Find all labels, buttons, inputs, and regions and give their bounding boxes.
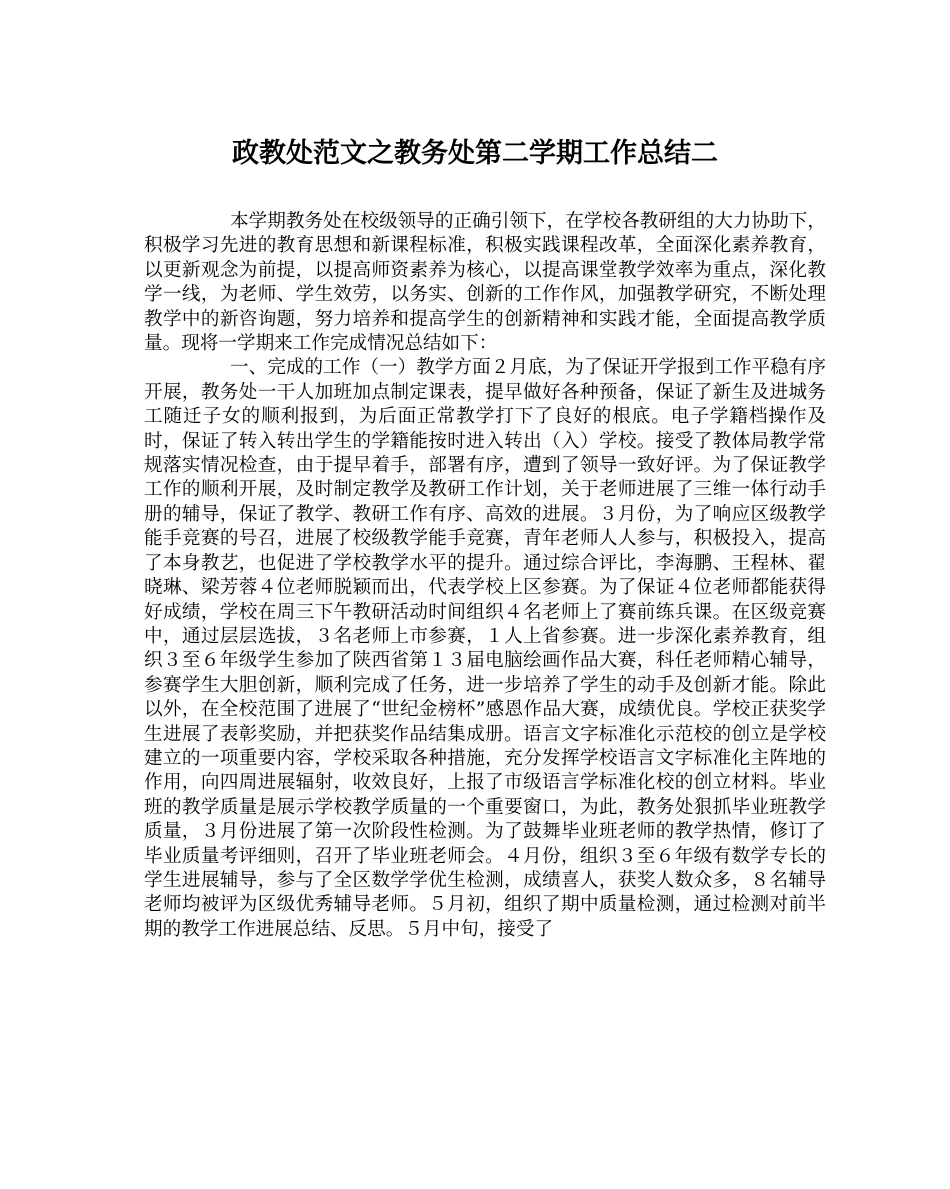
document-body [144, 210, 826, 942]
paragraph-intro: 本学期教务处在校级领导的正确引领下，在学校各教研组的大力协助下，积极学习先进的教育思想和新课程标准，积极实践课程改革，全面深化素养教育，以更新观念为前提，以提高师资素养为核心，以提高课堂教学效率为重点，深化教学一线，为老师、学生效劳，以务实、创新的工作作风，加强教学研究，不断处理教学中的新咨询题，努力培养和提高学生的创新精神和实践才能，全面提高教学质量。现将一学期来工作完成情况总结如下： [144, 211, 826, 355]
document-title: 政教处范文之教务处第二学期工作总结二 [232, 138, 718, 169]
paragraph-completed-work: 一、完成的工作（一）教学方面２月底，为了保证开学报到工作平稳有序开展，教务处一干人加班加点制定课表，提早做好各种预备，保证了新生及进城务工随迁子女的顺利报到，为后面正常教学打下了良好的根底。电子学籍档操作及时，保证了转入转出学生的学籍能按时进入转出（入）学校。接受了教体局教学常规落实情况检查，由于提早着手，部署有序，遭到了领导一致好评。为了保证教学工作的顺利开展，及时制定教学及教研工作计划，关于老师进展了三维一体行动手册的辅导，保证了教学、教研工作有序、高效的进展。３月份，为了响应区级教学能手竞赛的号召，进展了校级教学能手竞赛，青年老师人人参与，积极投入，提高了本身教艺，也促进了学校教学水平的提升。通过综合评比，李海鹏、王程林、翟晓琳、梁芳蓉４位老师脱颖而出，代表学校上区参赛。为了保证４位老师都能获得好成绩，学校在周三下午教研活动时间组织４名老师上了赛前练兵课。在区级竞赛中，通过层层选拔，３名老师上市参赛，１人上省参赛。进一步深化素养教育，组织３至６年级学生参加了陕西省第１３届电脑绘画作品大赛，科任老师精心辅导，参赛学生大胆创新，顺利完成了任务，进一步培养了学生的动手及创新才能。除此以外，在全校范围了进展了“世纪金榜杯”感恩作品大赛，成绩优良。学校正获奖学生进展了表彰奖励，并把获奖作品结集成册。语言文字标准化示范校的创立是学校建立的一项重要内容，学校采取各种措施，充分发挥学校语言文字标准化主阵地的作用，向四周进展辐射，收效良好，上报了市级语言学标准化校的创立材料。毕业班的教学质量是展示学校教学质量的一个重要窗口，为此，教务处狠抓毕业班教学质量，３月份进展了第一次阶段性检测。为了鼓舞毕业班老师的教学热情，修订了毕业质量考评细则，召开了毕业班老师会。４月份，组织３至６年级有数学专长的学生进展辅导，参与了全区数学学优生检测，成绩喜人，获奖人数众多，８名辅导老师均被评为区级优秀辅导老师。５月初，组织了期中质量检测，通过检测对前半期的教学工作进展总结、反思。５月中旬，接受了 [144, 357, 826, 940]
